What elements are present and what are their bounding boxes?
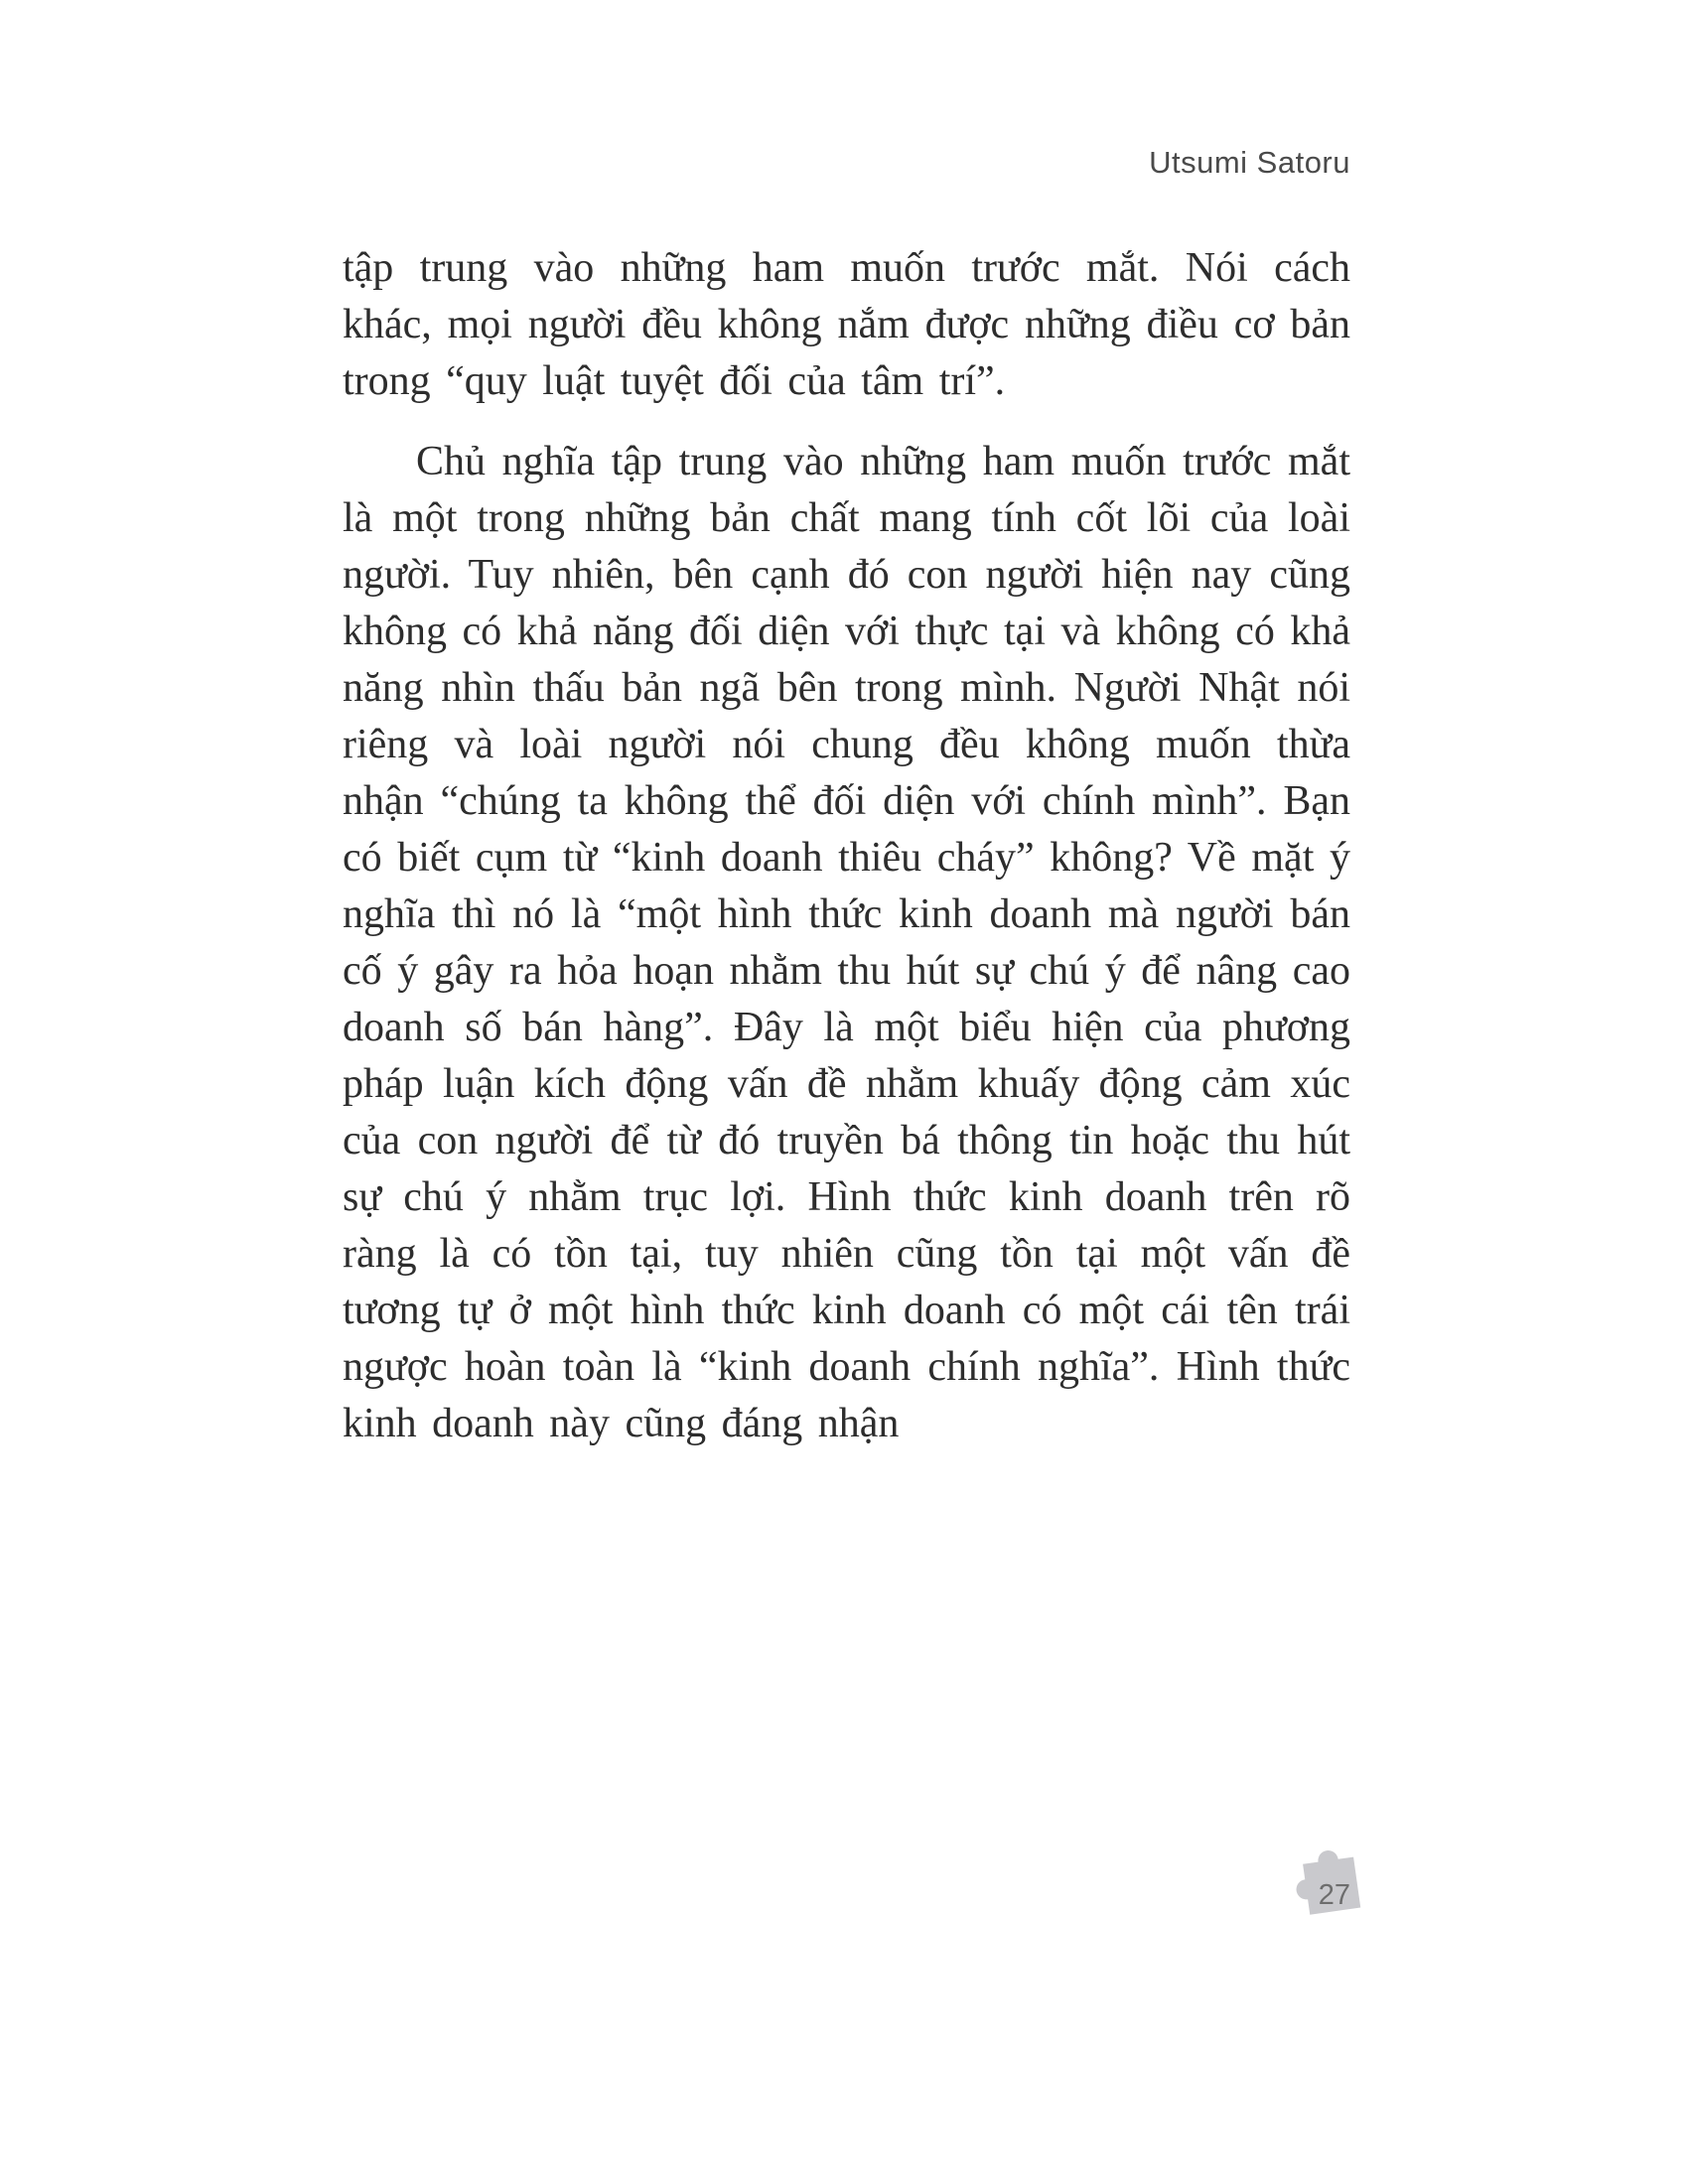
paragraph: Chủ nghĩa tập trung vào những ham muốn trước mắt là một trong những bản chất mang tính cốt lõi của loài người. Tuy nhiên, bên cạnh đó con người hiện nay cũng không có khả năng đối diện với thực tại và không có khả năng nhìn thấu bản ngã bên trong mình. Người Nhật nói riêng và loài người nói chung đều không muốn thừa nhận “chúng ta không thể đối diện với chính mình”. Bạn có biết cụm từ “kinh doanh thiêu cháy” không? Về mặt ý nghĩa thì nó là “một hình thức kinh doanh mà người bán cố ý gây ra hỏa hoạn nhằm thu hút sự chú ý để nâng cao doanh số bán hàng”. Đây là một biểu hiện của phương pháp luận kích động vấn đề nhằm khuấy động cảm xúc của con người để từ đó truyền bá thông tin hoặc thu hút sự chú ý nhằm trục lợi. Hình thức kinh doanh trên rõ ràng là có tồn tại, tuy nhiên cũng tồn tại một vấn đề tương tự ở một hình thức kinh doanh có một cái tên trái ngược hoàn toàn là “kinh doanh chính nghĩa”. Hình thức kinh doanh này cũng đáng nhận <box>343 439 1350 1446</box>
paragraph: tập trung vào những ham muốn trước mắt. Nói cách khác, mọi người đều không nắm được những điều cơ bản trong “quy luật tuyệt đối của tâm trí”. <box>343 245 1350 404</box>
running-header: Utsumi Satoru <box>1149 145 1350 180</box>
page-footer <box>1269 1839 1364 1930</box>
page-body <box>343 240 1350 1476</box>
page-number: 27 <box>1318 1879 1350 1911</box>
